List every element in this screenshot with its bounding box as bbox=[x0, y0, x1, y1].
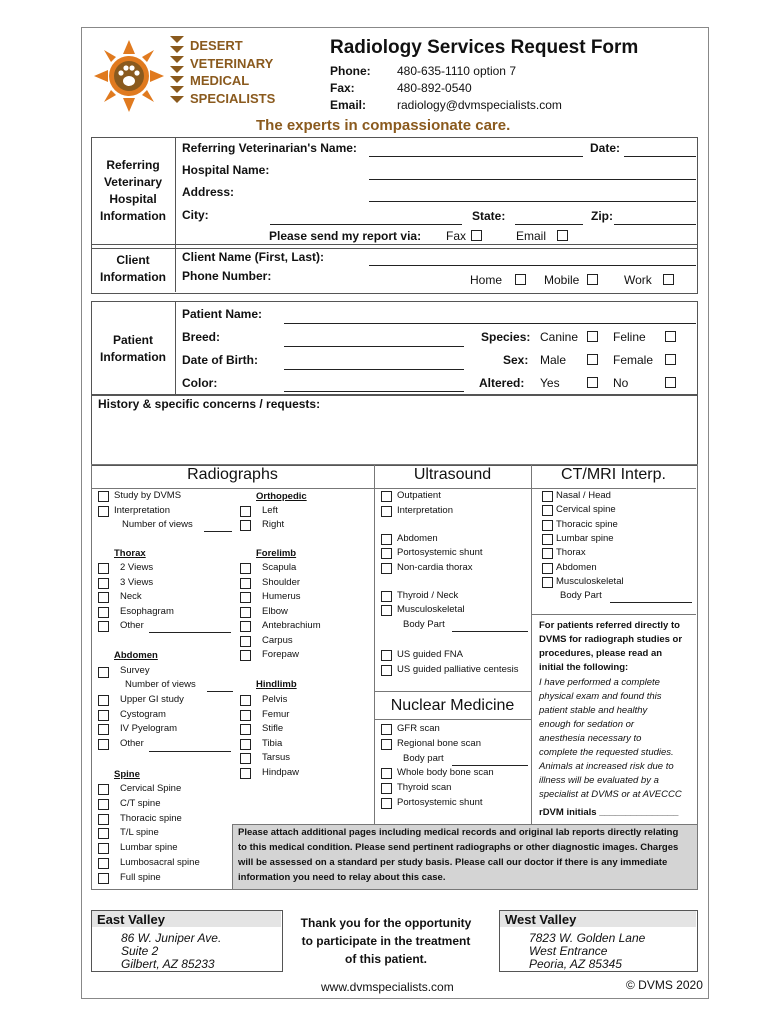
us-outpatient-label: Outpatient bbox=[397, 490, 441, 501]
address-label: Address: bbox=[182, 185, 235, 199]
us-porto-label: Portosystemic shunt bbox=[397, 547, 483, 558]
hindlimb-label-4: Tarsus bbox=[262, 752, 290, 763]
spine-checkbox-5[interactable] bbox=[98, 858, 109, 869]
vet-name-label: Referring Veterinarian's Name: bbox=[182, 141, 357, 155]
logo-line-specialists: SPECIALISTS bbox=[190, 90, 276, 106]
ctmri-title: CT/MRI Interp. bbox=[561, 466, 666, 483]
state-field[interactable] bbox=[515, 224, 583, 225]
notice-italic-line-8: specialist at DVMS or at AVECCC bbox=[539, 789, 682, 800]
attach-note-line-2: will be assessed on a standard per study basis. Please call our doctor if there is any immediate bbox=[238, 857, 668, 868]
vet-name-field[interactable] bbox=[369, 156, 583, 157]
address-field[interactable] bbox=[369, 201, 696, 202]
ctmri-label-6: Musculoskeletal bbox=[556, 575, 624, 587]
work-checkbox[interactable] bbox=[663, 274, 674, 285]
us-abdomen-checkbox[interactable] bbox=[381, 534, 392, 545]
hindlimb-checkbox-4[interactable] bbox=[240, 753, 251, 764]
west-valley-title: West Valley bbox=[505, 912, 577, 927]
spine-label-5: Lumbosacral spine bbox=[120, 857, 200, 868]
paw-sun-logo-icon bbox=[94, 40, 164, 112]
abdomen-checkbox-0[interactable] bbox=[98, 695, 109, 706]
nm-body-part-field[interactable] bbox=[452, 765, 528, 766]
us-body-part-label: Body Part bbox=[403, 619, 445, 630]
abdomen-checkbox-3[interactable] bbox=[98, 739, 109, 750]
thorax-checkbox-0[interactable] bbox=[98, 563, 109, 574]
forelimb-label-0: Scapula bbox=[262, 562, 297, 573]
thanks-line-3: of this patient. bbox=[345, 952, 427, 966]
client-section-label: Client Information bbox=[100, 253, 166, 284]
male-label: Male bbox=[540, 353, 567, 367]
form-title: Radiology Services Request Form bbox=[330, 37, 639, 58]
thorax-checkbox-1[interactable] bbox=[98, 578, 109, 589]
ctmri-checkbox-4[interactable] bbox=[542, 548, 553, 559]
client-phone-label: Phone Number: bbox=[182, 269, 272, 283]
patient-name-field[interactable] bbox=[284, 323, 696, 324]
spine-heading: Spine bbox=[114, 769, 140, 780]
female-checkbox[interactable] bbox=[665, 354, 676, 365]
mobile-checkbox[interactable] bbox=[587, 274, 598, 285]
ortho-checkbox-1[interactable] bbox=[240, 520, 251, 531]
notice-bold-line-2: procedures, please read an bbox=[539, 648, 663, 659]
notice-italic-line-1: physical exam and found this bbox=[539, 691, 662, 702]
abdomen-checkbox-1[interactable] bbox=[98, 710, 109, 721]
spine-label-4: Lumbar spine bbox=[120, 842, 178, 854]
ctmri-label-3: Lumbar spine bbox=[556, 532, 614, 544]
spine-label-2: Thoracic spine bbox=[120, 812, 182, 824]
home-checkbox[interactable] bbox=[515, 274, 526, 285]
feline-checkbox[interactable] bbox=[665, 331, 676, 342]
thanks-line-2: to participate in the treatment bbox=[301, 934, 471, 948]
dob-field[interactable] bbox=[284, 369, 464, 370]
email-value[interactable]: radiology@dvmspecialists.com bbox=[397, 98, 562, 112]
female-label: Female bbox=[613, 353, 654, 367]
male-checkbox[interactable] bbox=[587, 354, 598, 365]
canine-label: Canine bbox=[540, 330, 579, 344]
altered-yes-label: Yes bbox=[540, 376, 560, 390]
ctmri-checkbox-1[interactable] bbox=[542, 505, 553, 516]
us-fna-label: US guided FNA bbox=[397, 649, 464, 660]
email-option-label: Email bbox=[516, 229, 547, 243]
phone-label: Phone: bbox=[330, 64, 371, 78]
thorax-label-4: Other bbox=[120, 620, 144, 631]
forelimb-label-1: Shoulder bbox=[262, 576, 301, 588]
us-thyroid-checkbox[interactable] bbox=[381, 591, 392, 602]
rad-interpretation-checkbox[interactable] bbox=[98, 506, 109, 517]
city-label: City: bbox=[182, 208, 209, 222]
logo-line-medical: MEDICAL bbox=[190, 73, 250, 88]
spine-label-1: C/T spine bbox=[120, 797, 161, 809]
nuclear-title: Nuclear Medicine bbox=[390, 697, 515, 714]
forelimb-label-2: Humerus bbox=[262, 591, 301, 602]
us-interpretation-checkbox[interactable] bbox=[381, 506, 392, 517]
east-address-3: Gilbert, AZ 85233 bbox=[121, 957, 215, 971]
forelimb-checkbox-1[interactable] bbox=[240, 578, 251, 589]
us-centesis-checkbox[interactable] bbox=[381, 665, 392, 676]
notice-italic-line-3: enough for sedation or bbox=[539, 719, 635, 730]
altered-yes-checkbox[interactable] bbox=[587, 377, 598, 388]
ctmri-checkbox-3[interactable] bbox=[542, 534, 553, 545]
hindlimb-checkbox-5[interactable] bbox=[240, 768, 251, 779]
nm-whole-label: Whole body bone scan bbox=[397, 767, 494, 778]
feline-label: Feline bbox=[613, 330, 646, 344]
nm-porto-label: Portosystemic shunt bbox=[397, 797, 483, 808]
altered-no-label: No bbox=[613, 376, 629, 390]
zip-field[interactable] bbox=[614, 224, 696, 225]
forelimb-checkbox-3[interactable] bbox=[240, 607, 251, 618]
thorax-other-field[interactable] bbox=[149, 632, 231, 633]
ctmri-checkbox-2[interactable] bbox=[542, 520, 553, 531]
client-name-label: Client Name (First, Last): bbox=[182, 250, 325, 264]
color-field[interactable] bbox=[284, 391, 464, 392]
notice-bold-line-3: initial the following: bbox=[539, 662, 629, 673]
state-label: State: bbox=[472, 209, 506, 223]
attach-note-line-1: to this medical condition. Please send pertinent radiographs or other diagnostic images. Charges bbox=[238, 842, 679, 853]
rdvm-initials-field[interactable]: _______________ bbox=[599, 807, 679, 818]
notice-italic-line-6: Animals at increased risk due to bbox=[539, 761, 674, 772]
us-interpretation-label: Interpretation bbox=[397, 505, 453, 516]
orthopedic-heading: Orthopedic bbox=[256, 491, 307, 502]
ct-body-part-label: Body Part bbox=[560, 590, 602, 601]
us-porto-checkbox[interactable] bbox=[381, 548, 392, 559]
logo-wordmark bbox=[190, 37, 275, 107]
fax-checkbox[interactable] bbox=[471, 230, 482, 241]
home-label: Home bbox=[470, 273, 503, 287]
ct-body-part-field[interactable] bbox=[610, 602, 692, 603]
abdomen-heading: Abdomen bbox=[114, 650, 158, 661]
patient-section-label: Patient Information bbox=[100, 333, 166, 364]
thorax-checkbox-4[interactable] bbox=[98, 621, 109, 632]
fax-label: Fax: bbox=[330, 81, 355, 95]
us-thyroid-label: Thyroid / Neck bbox=[397, 590, 459, 601]
forelimb-checkbox-2[interactable] bbox=[240, 592, 251, 603]
hindlimb-checkbox-3[interactable] bbox=[240, 739, 251, 750]
fax-value: 480-892-0540 bbox=[397, 81, 472, 95]
hindlimb-heading: Hindlimb bbox=[256, 679, 297, 690]
forelimb-checkbox-4[interactable] bbox=[240, 621, 251, 632]
patient-name-label: Patient Name: bbox=[182, 307, 263, 321]
notice-bold-line-0: For patients referred directly to bbox=[539, 620, 680, 631]
hindlimb-label-1: Femur bbox=[262, 708, 290, 720]
survey-label: Survey bbox=[120, 665, 150, 676]
city-field[interactable] bbox=[270, 224, 462, 225]
hindlimb-label-0: Pelvis bbox=[262, 694, 288, 705]
rdvm-initials-row bbox=[539, 807, 678, 818]
hindlimb-checkbox-2[interactable] bbox=[240, 724, 251, 735]
spine-label-6: Full spine bbox=[120, 871, 161, 883]
copyright: © DVMS 2020 bbox=[626, 978, 703, 992]
forelimb-label-4: Antebrachium bbox=[262, 620, 321, 631]
send-via-label: Please send my report via: bbox=[269, 229, 422, 243]
us-noncardia-checkbox[interactable] bbox=[381, 563, 392, 574]
altered-no-checkbox[interactable] bbox=[665, 377, 676, 388]
abdomen-label-0: Upper GI study bbox=[120, 694, 184, 705]
logo-divider-decoration bbox=[168, 34, 186, 108]
nm-whole-checkbox[interactable] bbox=[381, 768, 392, 779]
nm-porto-checkbox[interactable] bbox=[381, 798, 392, 809]
date-field[interactable] bbox=[624, 156, 696, 157]
thorax-heading: Thorax bbox=[114, 548, 146, 559]
referring-section-label: Referring Veterinary Hospital Information bbox=[100, 158, 166, 223]
forelimb-label-3: Elbow bbox=[262, 605, 288, 617]
spine-label-3: T/L spine bbox=[120, 827, 159, 839]
num-views-field[interactable] bbox=[204, 531, 232, 532]
survey-checkbox[interactable] bbox=[98, 667, 109, 678]
ctmri-checkbox-6[interactable] bbox=[542, 577, 553, 588]
abdomen-other-field[interactable] bbox=[149, 751, 231, 752]
forelimb-label-6: Forepaw bbox=[262, 649, 299, 660]
ctmri-label-4: Thorax bbox=[556, 547, 586, 559]
thorax-label-1: 3 Views bbox=[120, 576, 154, 588]
dob-label: Date of Birth: bbox=[182, 353, 258, 367]
spine-checkbox-1[interactable] bbox=[98, 799, 109, 810]
ortho-label-0: Left bbox=[262, 505, 278, 516]
study-by-dvms-label: Study by DVMS bbox=[114, 490, 182, 501]
thanks-line-1: Thank you for the opportunity bbox=[300, 916, 472, 930]
email-label: Email: bbox=[330, 98, 367, 112]
hindlimb-label-5: Hindpaw bbox=[262, 766, 299, 778]
radiographs-title: Radiographs bbox=[187, 466, 278, 483]
ctmri-checkbox-5[interactable] bbox=[542, 563, 553, 574]
ctmri-label-5: Abdomen bbox=[556, 561, 597, 573]
us-body-part-field[interactable] bbox=[452, 631, 528, 632]
west-address-3: Peoria, AZ 85345 bbox=[529, 957, 622, 971]
hospital-field[interactable] bbox=[369, 179, 696, 180]
color-label: Color: bbox=[182, 376, 218, 390]
logo-line-desert: DESERT bbox=[190, 38, 243, 53]
forelimb-heading: Forelimb bbox=[256, 548, 297, 559]
phone-value: 480-635-1110 option 7 bbox=[397, 64, 516, 78]
ultrasound-title: Ultrasound bbox=[413, 466, 492, 483]
abdomen-checkbox-2[interactable] bbox=[98, 724, 109, 735]
east-address-2: Suite 2 bbox=[121, 944, 159, 958]
canine-checkbox[interactable] bbox=[587, 331, 598, 342]
nm-regional-checkbox[interactable] bbox=[381, 739, 392, 750]
mobile-label: Mobile bbox=[544, 273, 580, 287]
rdvm-initials-label: rDVM initials bbox=[539, 807, 597, 818]
abdomen-label-2: IV Pyelogram bbox=[120, 723, 178, 734]
abd-num-views-field[interactable] bbox=[207, 691, 233, 692]
us-musculo-label: Musculoskeletal bbox=[397, 604, 465, 615]
spine-checkbox-6[interactable] bbox=[98, 873, 109, 884]
ctmri-label-1: Cervical spine bbox=[556, 504, 616, 516]
us-musculo-checkbox[interactable] bbox=[381, 605, 392, 616]
west-address-1: 7823 W. Golden Lane bbox=[529, 931, 646, 945]
ortho-checkbox-0[interactable] bbox=[240, 506, 251, 517]
spine-checkbox-2[interactable] bbox=[98, 814, 109, 825]
ctmri-label-2: Thoracic spine bbox=[556, 518, 618, 530]
forelimb-checkbox-0[interactable] bbox=[240, 563, 251, 574]
east-valley-title: East Valley bbox=[97, 912, 165, 927]
abdomen-label-3: Other bbox=[120, 737, 144, 749]
thorax-label-2: Neck bbox=[120, 591, 142, 602]
us-centesis-label: US guided palliative centesis bbox=[397, 664, 519, 675]
tagline: The experts in compassionate care. bbox=[256, 117, 511, 134]
logo-line-veterinary: VETERINARY bbox=[190, 55, 274, 71]
fax-option-label: Fax bbox=[446, 229, 467, 243]
species-label: Species: bbox=[481, 330, 531, 344]
thorax-label-3: Esophagram bbox=[120, 605, 174, 617]
forelimb-label-5: Carpus bbox=[262, 634, 293, 646]
date-label: Date: bbox=[590, 141, 621, 155]
notice-italic-line-2: patient stable and healthy bbox=[539, 705, 648, 716]
sex-label: Sex: bbox=[503, 353, 529, 367]
spine-checkbox-0[interactable] bbox=[98, 784, 109, 795]
history-label: History & specific concerns / requests: bbox=[98, 397, 321, 411]
nm-regional-label: Regional bone scan bbox=[397, 738, 481, 749]
hindlimb-label-2: Stifle bbox=[262, 723, 284, 734]
hindlimb-checkbox-0[interactable] bbox=[240, 695, 251, 706]
us-fna-checkbox[interactable] bbox=[381, 650, 392, 661]
spine-checkbox-3[interactable] bbox=[98, 828, 109, 839]
us-outpatient-checkbox[interactable] bbox=[381, 491, 392, 502]
website-link[interactable]: www.dvmspecialists.com bbox=[321, 980, 454, 994]
hindlimb-checkbox-1[interactable] bbox=[240, 710, 251, 721]
num-views-label: Number of views bbox=[122, 519, 193, 530]
nm-gfr-label: GFR scan bbox=[397, 723, 440, 734]
forelimb-checkbox-6[interactable] bbox=[240, 650, 251, 661]
notice-italic-line-7: illness will be evaluated by a bbox=[539, 775, 659, 786]
work-label: Work bbox=[624, 273, 652, 287]
east-address-1: 86 W. Juniper Ave. bbox=[121, 931, 222, 945]
study-by-dvms-checkbox[interactable] bbox=[98, 491, 109, 502]
notice-bold-line-1: DVMS for radiograph studies or bbox=[539, 634, 683, 645]
client-name-field[interactable] bbox=[369, 265, 696, 266]
west-address-2: West Entrance bbox=[529, 944, 608, 958]
ctmri-label-0: Nasal / Head bbox=[556, 490, 611, 501]
nm-thyroid-label: Thyroid scan bbox=[397, 782, 452, 793]
abd-num-views-label: Number of views bbox=[125, 679, 196, 690]
nm-body-part-label: Body part bbox=[403, 753, 444, 764]
email-checkbox[interactable] bbox=[557, 230, 568, 241]
altered-label: Altered: bbox=[479, 376, 525, 390]
notice-italic-line-5: complete the requested studies. bbox=[539, 747, 674, 758]
thorax-label-0: 2 Views bbox=[120, 562, 154, 573]
abdomen-label-1: Cystogram bbox=[120, 708, 166, 720]
spine-checkbox-4[interactable] bbox=[98, 843, 109, 854]
thorax-checkbox-2[interactable] bbox=[98, 592, 109, 603]
nm-thyroid-checkbox[interactable] bbox=[381, 783, 392, 794]
spine-label-0: Cervical Spine bbox=[120, 783, 182, 794]
attach-note-line-0: Please attach additional pages including medical records and original lab reports directly relating bbox=[238, 827, 679, 838]
notice-italic-line-0: I have performed a complete bbox=[539, 677, 660, 688]
thorax-checkbox-3[interactable] bbox=[98, 607, 109, 618]
rad-interpretation-label: Interpretation bbox=[114, 505, 170, 516]
ortho-label-1: Right bbox=[262, 519, 285, 530]
us-noncardia-label: Non-cardia thorax bbox=[397, 562, 473, 573]
attach-note-line-3: information you need to relay about this case. bbox=[238, 872, 446, 883]
forelimb-checkbox-5[interactable] bbox=[240, 636, 251, 647]
us-abdomen-label: Abdomen bbox=[397, 533, 438, 544]
hindlimb-label-3: Tibia bbox=[262, 737, 283, 749]
nm-gfr-checkbox[interactable] bbox=[381, 724, 392, 735]
zip-label: Zip: bbox=[591, 209, 613, 223]
notice-italic-line-4: anesthesia necessary to bbox=[539, 733, 642, 744]
hospital-label: Hospital Name: bbox=[182, 163, 270, 177]
breed-label: Breed: bbox=[182, 330, 221, 344]
ctmri-checkbox-0[interactable] bbox=[542, 491, 553, 502]
breed-field[interactable] bbox=[284, 346, 464, 347]
